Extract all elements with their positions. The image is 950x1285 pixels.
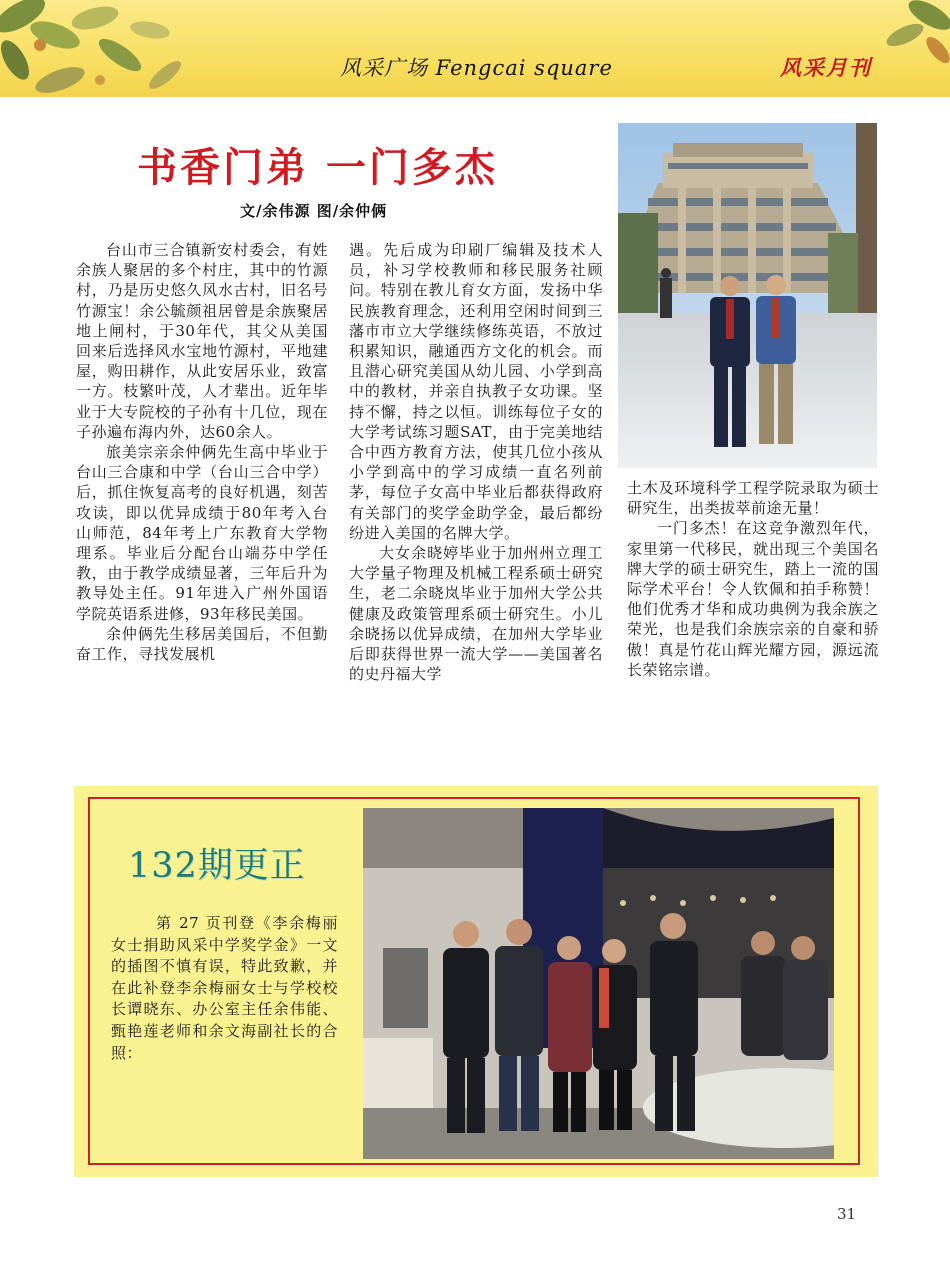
paragraph: 大女余晓婷毕业于加州州立理工大学量子物理及机械工程系硕士研究生，老二余晓岚毕业于加州大学公共健康及政策管理系硕士研究生。小儿余晓扬以优异成绩，在加州大学毕业后即获得世界一流大学——美国著名的史丹福大学	[349, 544, 603, 684]
family-photo-library	[618, 123, 877, 468]
paragraph: 遇。先后成为印刷厂编辑及技术人员，补习学校教师和移民服务社顾问。特别在教儿育女方面，发扬中华民族教育理念，还利用空闲时间到三藩市市立大学继续修练英语，不放过积累知识，融通西方文化的机会。而且潜心研究美国从幼儿园、小学到高中的教材，并亲自执教子女功课。坚持不懈，持之以恒。训练每位子女的大学考试练习题SAT，由于完美地结合中西方教育方法，使其几位小孩从小学到高中的学习成绩一直名列前茅，每位子女高中毕业后都获得政府有关部门的奖学金助学金，最后都纷纷进入美国的名牌大学。	[349, 241, 603, 542]
article-column-3	[627, 478, 879, 680]
paragraph: 台山市三合镇新安村委会，有姓余族人聚居的多个村庄，其中的竹源村，乃是历史悠久风水古村，旧名号竹源宝！余公毓颜祖居曾是余族聚居地上闸村，于30年代，其父从美国回来后选择风水宝地竹源村，平地建屋，购田耕作，从此安居乐业，致富一方。枝繁叶茂，人才辈出。近年毕业于大专院校的子孙有十几位，现在子孙遍布海内外，达60余人。	[76, 241, 328, 441]
paragraph: 一门多杰！在这竞争激烈年代，家里第一代移民，就出现三个美国名牌大学的硕士研究生，踏上一流的国际学术平台！令人钦佩和拍手称赞！他们优秀才华和成功典例为我余族之荣光，也是我们余族宗亲的自豪和骄傲！真是竹花山辉光耀方园，源远流长荣铭宗谱。	[627, 519, 879, 679]
page-header	[0, 0, 950, 97]
magazine-title: 风采月刊	[780, 55, 872, 80]
decorative-leaves-right	[870, 0, 950, 70]
article-column-1	[76, 240, 328, 664]
decorative-leaves-left	[0, 0, 190, 97]
paragraph: 旅美宗亲余仲俩先生高中毕业于台山三合康和中学（台山三合中学）后，抓住恢复高考的良好机遇，刻苦攻读，即以优异成绩于80年考入台山师范，84年考上广东教育大学物理系。毕业后分配台山端芬中学任教，由于教学成绩显著，三年后升为教导处主任。91年进入广州外国语学院英语系进修，93年移民美国。	[76, 443, 328, 623]
paragraph: 土木及环境科学工程学院录取为硕士研究生，出类拔萃前途无量！	[627, 479, 879, 518]
section-title: 风采广场 Fengcai square	[340, 56, 613, 80]
article-byline: 文/余伟源 图/余仲俩	[240, 202, 388, 220]
correction-text	[111, 913, 338, 1064]
group-photo-restaurant	[363, 808, 834, 1159]
paragraph: 第 27 页刊登《李余梅丽女士捐助风采中学奖学金》一文的插图不慎有误，特此致歉，并在此补登李余梅丽女士与学校校长谭晓东、办公室主任余伟能、甄艳莲老师和余文海副社长的合照：	[111, 914, 338, 1062]
article-title: 书香门弟 一门多杰	[137, 145, 498, 191]
correction-title: 132期更正	[128, 846, 306, 886]
article-column-2	[349, 240, 603, 684]
paragraph: 余仲俩先生移居美国后，不但勤奋工作，寻找发展机	[76, 624, 328, 664]
page-number: 31	[837, 1205, 857, 1223]
